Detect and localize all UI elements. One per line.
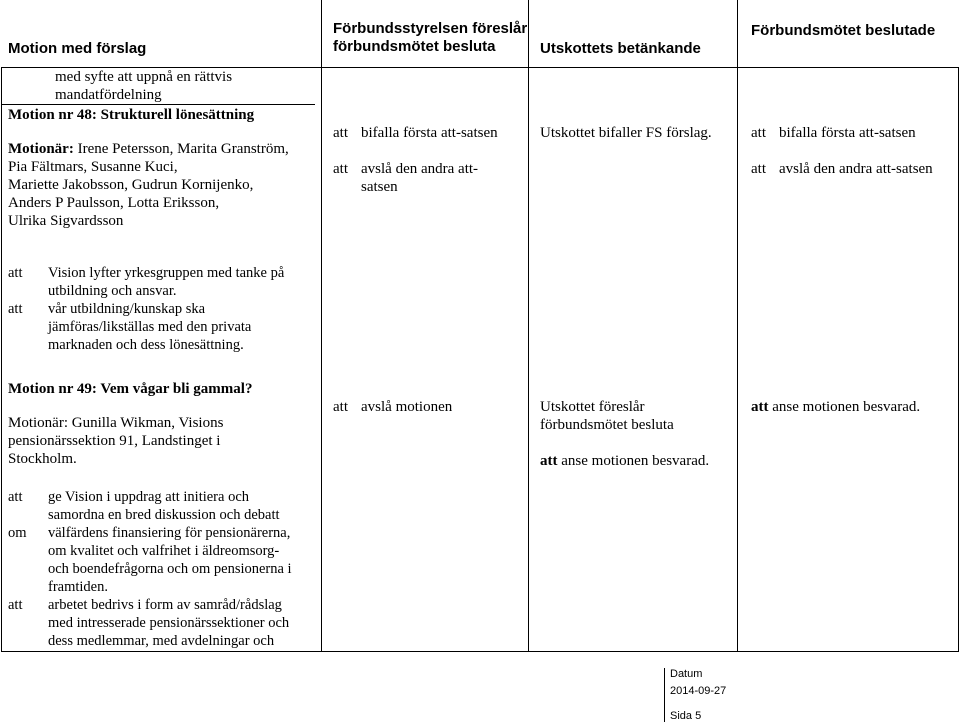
motionar-names-3: Mariette Jakobsson, Gudrun Kornijenko, <box>8 177 254 193</box>
board-proposal-49 <box>333 398 523 416</box>
committee-line-1: Utskottet föreslår <box>540 399 645 415</box>
header-forbundsstyrelsen-line1: Förbundsstyrelsen föreslår <box>333 20 528 37</box>
proposal-keyword: att <box>333 125 348 141</box>
committee-report-48: Utskottet bifaller FS förslag. <box>540 125 712 141</box>
motion-48-cell <box>8 68 316 230</box>
meeting-decision-49 <box>751 398 956 416</box>
motionar-names-5: Ulrika Sigvardsson <box>8 213 124 229</box>
clause-line: arbetet bedrivs i form av samråd/rådslag <box>48 597 282 613</box>
intro-text <box>8 68 316 104</box>
clause-line: jämföras/likställas med den privata <box>48 319 252 335</box>
clause-line: samordna en bred diskussion och debatt <box>48 507 280 523</box>
board-proposal-item-1 <box>333 124 523 142</box>
committee-line-2: förbundsmötet besluta <box>540 417 674 433</box>
committee-report-49 <box>540 398 734 470</box>
motionar-names-1: Irene Petersson, Marita Granström, <box>73 141 289 157</box>
decision-text: avslå den andra att-satsen <box>779 161 933 177</box>
motion-48-clauses <box>8 264 316 354</box>
clause-2 <box>8 300 316 354</box>
clause-3 <box>8 596 318 650</box>
intro-divider <box>1 104 315 105</box>
table-left-border <box>1 67 2 652</box>
decision-keyword: att <box>751 161 766 177</box>
header-forbundsstyrelsen <box>333 20 527 56</box>
clause-line: dess medlemmar, med avdelningar och <box>48 633 275 649</box>
clause-1 <box>8 488 318 524</box>
clause-line: välfärdens finansiering för pensionärerna, <box>48 525 291 541</box>
decision-keyword: att <box>751 125 766 141</box>
motionar-line-3: Stockholm. <box>8 451 77 467</box>
decision-item-2 <box>751 160 956 178</box>
clause-keyword: att <box>8 489 23 505</box>
clause-line: med intresserade pensionärssektioner och <box>48 615 290 631</box>
header-forbundsmotet-beslutade: Förbundsmötet beslutade <box>751 22 936 39</box>
proposal-keyword: att <box>333 161 348 177</box>
clause-line: Vision lyfter yrkesgruppen med tanke på <box>48 265 285 281</box>
header-forbundsstyrelsen-line2: förbundsmötet besluta <box>333 38 496 55</box>
clause-2 <box>8 524 318 596</box>
motion-49-motionar <box>8 414 318 468</box>
decision-item-1 <box>751 124 956 142</box>
motionar-names-4: Anders P Paulsson, Lotta Eriksson, <box>8 195 220 211</box>
proposal-text: avslå den andra att- <box>361 161 479 177</box>
header-utskottets-betankande: Utskottets betänkande <box>540 40 701 57</box>
proposal-keyword: att <box>333 399 348 415</box>
decision-keyword: att <box>751 399 769 415</box>
committee-recommendation <box>540 452 734 470</box>
footer-date-value: 2014-09-27 <box>670 685 727 697</box>
meeting-decision-48 <box>751 124 956 178</box>
proposal-text: avslå motionen <box>361 399 453 415</box>
motionar-names-2: Pia Fältmars, Susanne Kuci, <box>8 159 178 175</box>
intro-line-2: mandatfördelning <box>55 87 162 103</box>
intro-line-1: med syfte att uppnå en rättvis <box>55 69 233 85</box>
footer-page-number: Sida 5 <box>670 710 702 722</box>
column-divider-2 <box>528 0 529 652</box>
board-proposal-item-2 <box>333 160 523 196</box>
committee-keyword: att <box>540 453 558 469</box>
clause-line: utbildning och ansvar. <box>48 283 177 299</box>
committee-text: anse motionen besvarad. <box>557 453 710 469</box>
header-motion-med-forslag: Motion med förslag <box>8 40 147 57</box>
footer-divider <box>664 668 665 722</box>
clause-line: ge Vision i uppdrag att initiera och <box>48 489 250 505</box>
motion-48-title: Motion nr 48: Strukturell lönesättning <box>8 107 255 123</box>
clause-keyword: att <box>8 301 23 317</box>
clause-line: vår utbildning/kunskap ska <box>48 301 206 317</box>
motion-49-clauses <box>8 488 318 650</box>
motionar-label: Motionär: <box>8 141 74 157</box>
decision-text: bifalla första att-satsen <box>779 125 916 141</box>
motion-48-motionar <box>8 140 316 230</box>
board-proposal-48 <box>333 124 523 196</box>
table-bottom-border <box>1 651 959 652</box>
clause-keyword: att <box>8 265 23 281</box>
table-right-border <box>958 67 959 652</box>
column-divider-1 <box>321 0 322 652</box>
proposal-text-continued: satsen <box>361 179 398 195</box>
clause-keyword: om <box>8 525 27 541</box>
clause-keyword: att <box>8 597 23 613</box>
proposal-text: bifalla första att-satsen <box>361 125 498 141</box>
clause-line: om kvalitet och valfrihet i äldreomsorg- <box>48 543 280 559</box>
motion-49-cell <box>8 380 318 468</box>
clause-line: marknaden och dess lönesättning. <box>48 337 244 353</box>
motionar-line-2: pensionärssektion 91, Landstinget i <box>8 433 221 449</box>
column-divider-3 <box>737 0 738 652</box>
motion-49-title: Motion nr 49: Vem vågar bli gammal? <box>8 381 253 397</box>
clause-line: och boendefrågorna och om pensionerna i <box>48 561 292 577</box>
clause-1 <box>8 264 316 300</box>
clause-line: framtiden. <box>48 579 108 595</box>
decision-text: anse motionen besvarad. <box>768 399 921 415</box>
motionar-line-1: Motionär: Gunilla Wikman, Visions <box>8 415 224 431</box>
footer-date-label: Datum <box>670 668 703 680</box>
